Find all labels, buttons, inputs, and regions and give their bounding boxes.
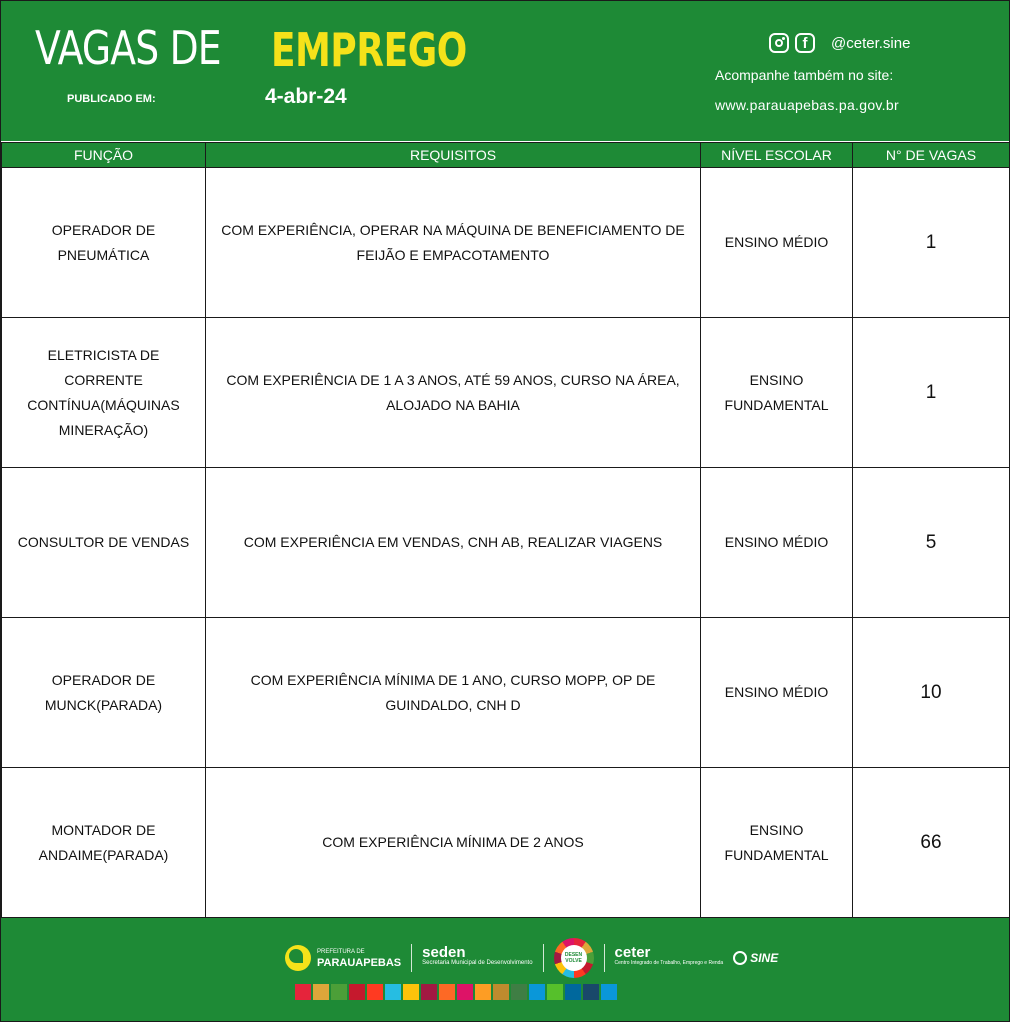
cell-funcao: OPERADOR DE MUNCK(PARADA) <box>2 618 206 768</box>
logo-parauapebas-small: PREFEITURA DE <box>317 949 365 955</box>
cell-requisitos: COM EXPERIÊNCIA MÍNIMA DE 1 ANO, CURSO MOPP, OP DE GUINDALDO, CNH D <box>206 618 701 768</box>
cell-vagas: 1 <box>853 318 1010 468</box>
ods-goal-icon <box>601 984 617 1000</box>
sine-icon <box>733 951 747 965</box>
ods-goal-icon <box>565 984 581 1000</box>
ods-goal-icon <box>349 984 365 1000</box>
ods-goal-icon <box>583 984 599 1000</box>
published-date: 4-abr-24 <box>265 85 347 108</box>
cell-nivel-escolar: ENSINO FUNDAMENTAL <box>701 318 853 468</box>
table-row <box>2 168 1010 318</box>
published-label: PUBLICADO EM: <box>67 93 156 105</box>
ods-goal-icon <box>547 984 563 1000</box>
cell-funcao: OPERADOR DE PNEUMÁTICA <box>2 168 206 318</box>
column-header-numero-vagas: N° DE VAGAS <box>853 143 1010 168</box>
ods-goal-icon <box>493 984 509 1000</box>
cell-vagas: 66 <box>853 768 1010 918</box>
partner-logos <box>285 938 778 978</box>
cell-vagas: 1 <box>853 168 1010 318</box>
cell-funcao: CONSULTOR DE VENDAS <box>2 468 206 618</box>
logo-ceter <box>614 944 724 968</box>
table-row <box>2 468 1010 618</box>
ods-goal-icon <box>457 984 473 1000</box>
ods-goal-icon <box>367 984 383 1000</box>
ods-goal-icon <box>331 984 347 1000</box>
social-handle[interactable]: @ceter.sine <box>831 34 911 52</box>
logo-prefeitura-parauapebas <box>285 945 401 971</box>
table-row <box>2 318 1010 468</box>
instagram-icon[interactable] <box>769 33 789 53</box>
title-emprego: EMPREGO <box>271 23 467 77</box>
cell-requisitos: COM EXPERIÊNCIA, OPERAR NA MÁQUINA DE BENEFICIAMENTO DE FEIJÃO E EMPACOTAMENTO <box>206 168 701 318</box>
cell-requisitos: COM EXPERIÊNCIA EM VENDAS, CNH AB, REALIZAR VIAGENS <box>206 468 701 618</box>
cell-funcao: MONTADOR DE ANDAIME(PARADA) <box>2 768 206 918</box>
logo-sine <box>733 951 778 965</box>
logo-divider <box>411 944 412 972</box>
cell-requisitos: COM EXPERIÊNCIA DE 1 A 3 ANOS, ATÉ 59 ANOS, CURSO NA ÁREA, ALOJADO NA BAHIA <box>206 318 701 468</box>
site-url[interactable]: www.parauapebas.pa.gov.br <box>715 97 899 113</box>
jobs-table <box>1 142 1010 918</box>
column-header-nivel-escolar: NÍVEL ESCOLAR <box>701 143 853 168</box>
table-row <box>2 618 1010 768</box>
social-links <box>769 33 910 53</box>
column-header-requisitos: REQUISITOS <box>206 143 701 168</box>
facebook-icon[interactable]: f <box>795 33 815 53</box>
cell-vagas: 5 <box>853 468 1010 618</box>
ods-icons-strip <box>295 984 617 1000</box>
ods-goal-icon <box>385 984 401 1000</box>
ods-goal-icon <box>511 984 527 1000</box>
logo-seden-text: seden <box>422 944 466 961</box>
logo-sine-text: SINE <box>750 951 779 965</box>
cell-funcao: ELETRICISTA DE CORRENTE CONTÍNUA(MÁQUINAS MINERAÇÃO) <box>2 318 206 468</box>
ods-goal-icon <box>313 984 329 1000</box>
table-row <box>2 768 1010 918</box>
cell-nivel-escolar: ENSINO FUNDAMENTAL <box>701 768 853 918</box>
logo-divider <box>604 944 605 972</box>
parauapebas-emblem-icon <box>285 945 311 971</box>
logo-divider <box>543 944 544 972</box>
logo-desenvolve-text: DESEN VOLVE <box>561 945 587 971</box>
header <box>1 1 1009 141</box>
logo-parauapebas-big: PARAUAPEBAS <box>317 957 402 969</box>
logo-desenvolve <box>554 938 594 978</box>
logo-seden-sub: Secretaria Municipal de Desenvolvimento <box>422 960 533 966</box>
logo-ceter-sub: Centro Integrado de Trabalho, Emprego e Renda <box>614 960 724 966</box>
site-label: Acompanhe também no site: <box>715 67 894 83</box>
ods-goal-icon <box>421 984 437 1000</box>
table-header-row <box>2 143 1010 168</box>
cell-vagas: 10 <box>853 618 1010 768</box>
logo-ceter-text: ceter <box>614 944 651 961</box>
cell-requisitos: COM EXPERIÊNCIA MÍNIMA DE 2 ANOS <box>206 768 701 918</box>
ods-goal-icon <box>475 984 491 1000</box>
ods-goal-icon <box>295 984 311 1000</box>
title-vagas-de: VAGAS DE <box>35 21 221 75</box>
ods-goal-icon <box>439 984 455 1000</box>
cell-nivel-escolar: ENSINO MÉDIO <box>701 468 853 618</box>
ods-goal-icon <box>529 984 545 1000</box>
cell-nivel-escolar: ENSINO MÉDIO <box>701 168 853 318</box>
ods-goal-icon <box>403 984 419 1000</box>
logo-seden <box>422 944 533 968</box>
cell-nivel-escolar: ENSINO MÉDIO <box>701 618 853 768</box>
footer <box>1 918 1009 1021</box>
column-header-funcao: FUNÇÃO <box>2 143 206 168</box>
